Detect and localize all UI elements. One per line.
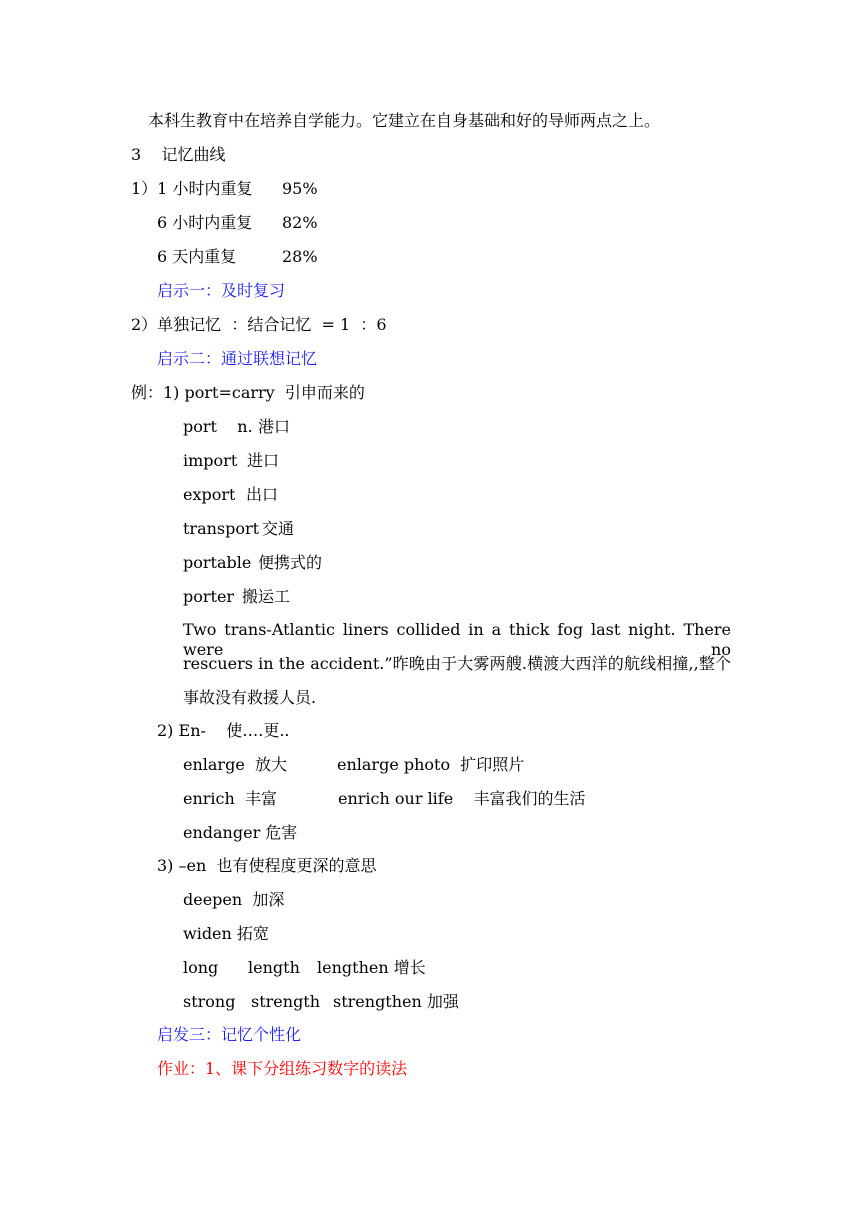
example-one-heading: 例：1) port=carry 引申而来的 bbox=[131, 383, 365, 402]
curve-value: 28% bbox=[282, 247, 318, 266]
word-item: deepen 加深 bbox=[183, 890, 285, 909]
word-meaning: 进口 bbox=[247, 451, 280, 470]
word-item: export bbox=[183, 485, 236, 504]
word-noun: length bbox=[248, 958, 300, 977]
word-phrase: enlarge photo 扩印照片 bbox=[337, 755, 525, 774]
word-item: long bbox=[183, 958, 219, 977]
hint-two: 启示二：通过联想记忆 bbox=[157, 349, 318, 368]
word-meaning: 搬运工 bbox=[242, 587, 291, 606]
sentence-line: Two trans-Atlantic liners collided in a thick fog last night. There were no bbox=[183, 620, 731, 659]
curve-label: 1）1 小时内重复 bbox=[131, 179, 253, 198]
example-three-heading: 3) –en 也有使程度更深的意思 bbox=[157, 856, 377, 875]
homework-line: 作业：1、课下分组练习数字的读法 bbox=[157, 1059, 408, 1078]
hint-one: 启示一：及时复习 bbox=[157, 281, 286, 300]
word-item: import bbox=[183, 451, 238, 470]
word-verb: strengthen 加强 bbox=[333, 992, 459, 1011]
word-item: widen 拓宽 bbox=[183, 924, 269, 943]
hint-three: 启发三：记忆个性化 bbox=[157, 1025, 302, 1044]
word-meaning: 交通 bbox=[262, 519, 295, 538]
word-item: porter bbox=[183, 587, 235, 606]
example-two-heading: 2) En- 使….更.. bbox=[157, 721, 290, 740]
word-item: portable bbox=[183, 553, 252, 572]
section-heading: 3 记忆曲线 bbox=[131, 145, 226, 164]
word-item: strong bbox=[183, 992, 236, 1011]
word-item: port n. bbox=[183, 417, 253, 436]
ratio-line: 2）单独记忆 ：结合记忆 = 1 ：6 bbox=[131, 315, 387, 334]
word-noun: strength bbox=[251, 992, 321, 1011]
sentence-line: rescuers in the accident.”昨晚由于大雾两艘.横渡大西洋的航线相撞,,整个 bbox=[183, 654, 731, 673]
word-meaning: 便携式的 bbox=[258, 553, 323, 572]
curve-label: 6 天内重复 bbox=[157, 247, 237, 266]
word-item: enrich 丰富 bbox=[183, 789, 277, 808]
word-phrase: enrich our life 丰富我们的生活 bbox=[338, 789, 586, 808]
curve-value: 95% bbox=[282, 179, 318, 198]
word-verb: lengthen 增长 bbox=[317, 958, 426, 977]
word-item: transport bbox=[183, 519, 260, 538]
word-meaning: 港口 bbox=[258, 417, 291, 436]
word-item: enlarge 放大 bbox=[183, 755, 287, 774]
word-item: endanger 危害 bbox=[183, 823, 298, 842]
word-meaning: 出口 bbox=[246, 485, 279, 504]
curve-label: 6 小时内重复 bbox=[157, 213, 253, 232]
curve-value: 82% bbox=[282, 213, 318, 232]
sentence-line: 事故没有救援人员. bbox=[183, 688, 317, 707]
intro-paragraph: 本科生教育中在培养自学能力。它建立在自身基础和好的导师两点之上。 bbox=[148, 111, 661, 130]
